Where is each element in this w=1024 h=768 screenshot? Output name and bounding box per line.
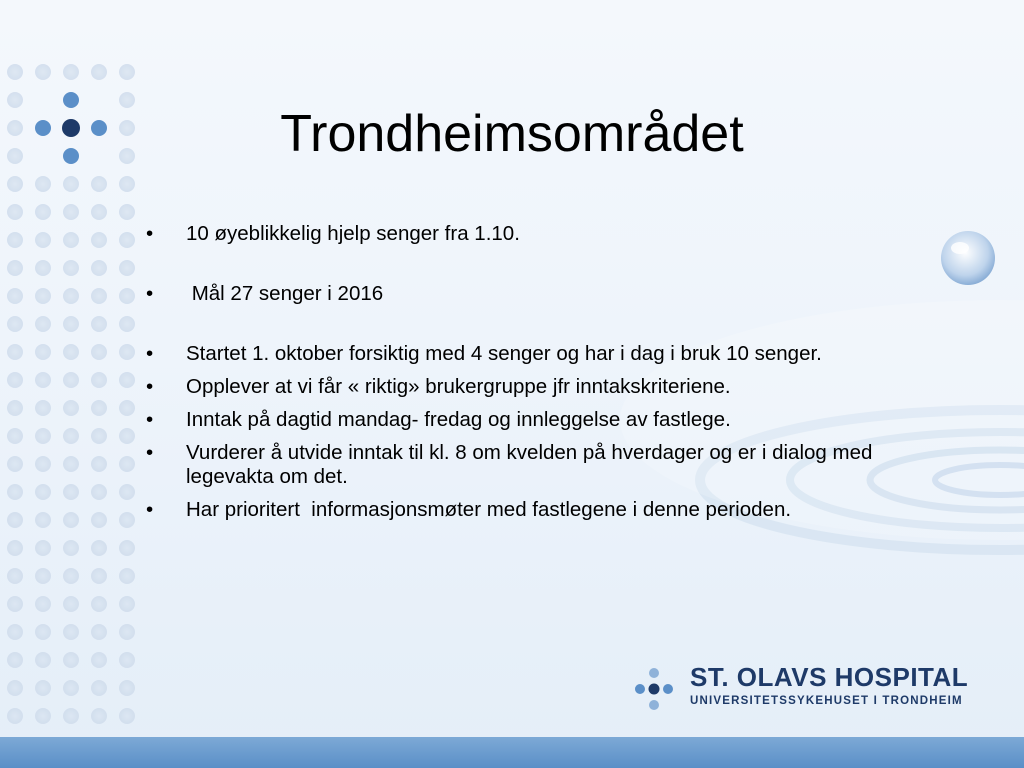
bullet-text: Mål 27 senger i 2016 xyxy=(186,282,384,305)
bullet-icon: • xyxy=(146,222,154,245)
list-item xyxy=(140,282,930,306)
bullet-text: Opplever at vi får « riktig» brukergruppe jfr inntakskriteriene. xyxy=(186,375,731,398)
list-item xyxy=(140,342,930,366)
logo-name: ST. OLAVS HOSPITAL xyxy=(690,662,969,692)
bullet-text: Vurderer å utvide inntak til kl. 8 om kvelden på hverdager og er i dialog med legevakta om det. xyxy=(186,441,873,488)
slide-title: Trondheimsområdet xyxy=(280,105,744,163)
list-item xyxy=(140,498,930,522)
bullet-icon: • xyxy=(146,498,154,521)
bullet-text: Har prioritert informasjonsmøter med fastlegene i denne perioden. xyxy=(186,498,792,521)
list-item xyxy=(140,408,930,432)
bottom-band xyxy=(0,737,1024,768)
bullet-text: 10 øyeblikkelig hjelp senger fra 1.10. xyxy=(186,222,520,245)
bullet-icon: • xyxy=(146,441,154,464)
bullet-text: Inntak på dagtid mandag- fredag og innleggelse av fastlege. xyxy=(186,408,731,431)
bullet-icon: • xyxy=(146,408,154,431)
bullet-icon: • xyxy=(146,375,154,398)
list-item xyxy=(140,222,930,246)
hospital-logo xyxy=(630,660,1000,712)
bullet-icon: • xyxy=(146,282,154,305)
bullet-icon: • xyxy=(146,342,154,365)
bullet-text: Startet 1. oktober forsiktig med 4 senger og har i dag i bruk 10 senger. xyxy=(186,342,822,365)
list-item xyxy=(140,375,930,399)
st-olavs-logo-dots-icon xyxy=(630,664,686,712)
logo-subtitle: UNIVERSITETSSYKEHUSET I TRONDHEIM xyxy=(690,695,963,707)
bullet-list xyxy=(140,222,930,531)
list-item xyxy=(140,441,930,489)
